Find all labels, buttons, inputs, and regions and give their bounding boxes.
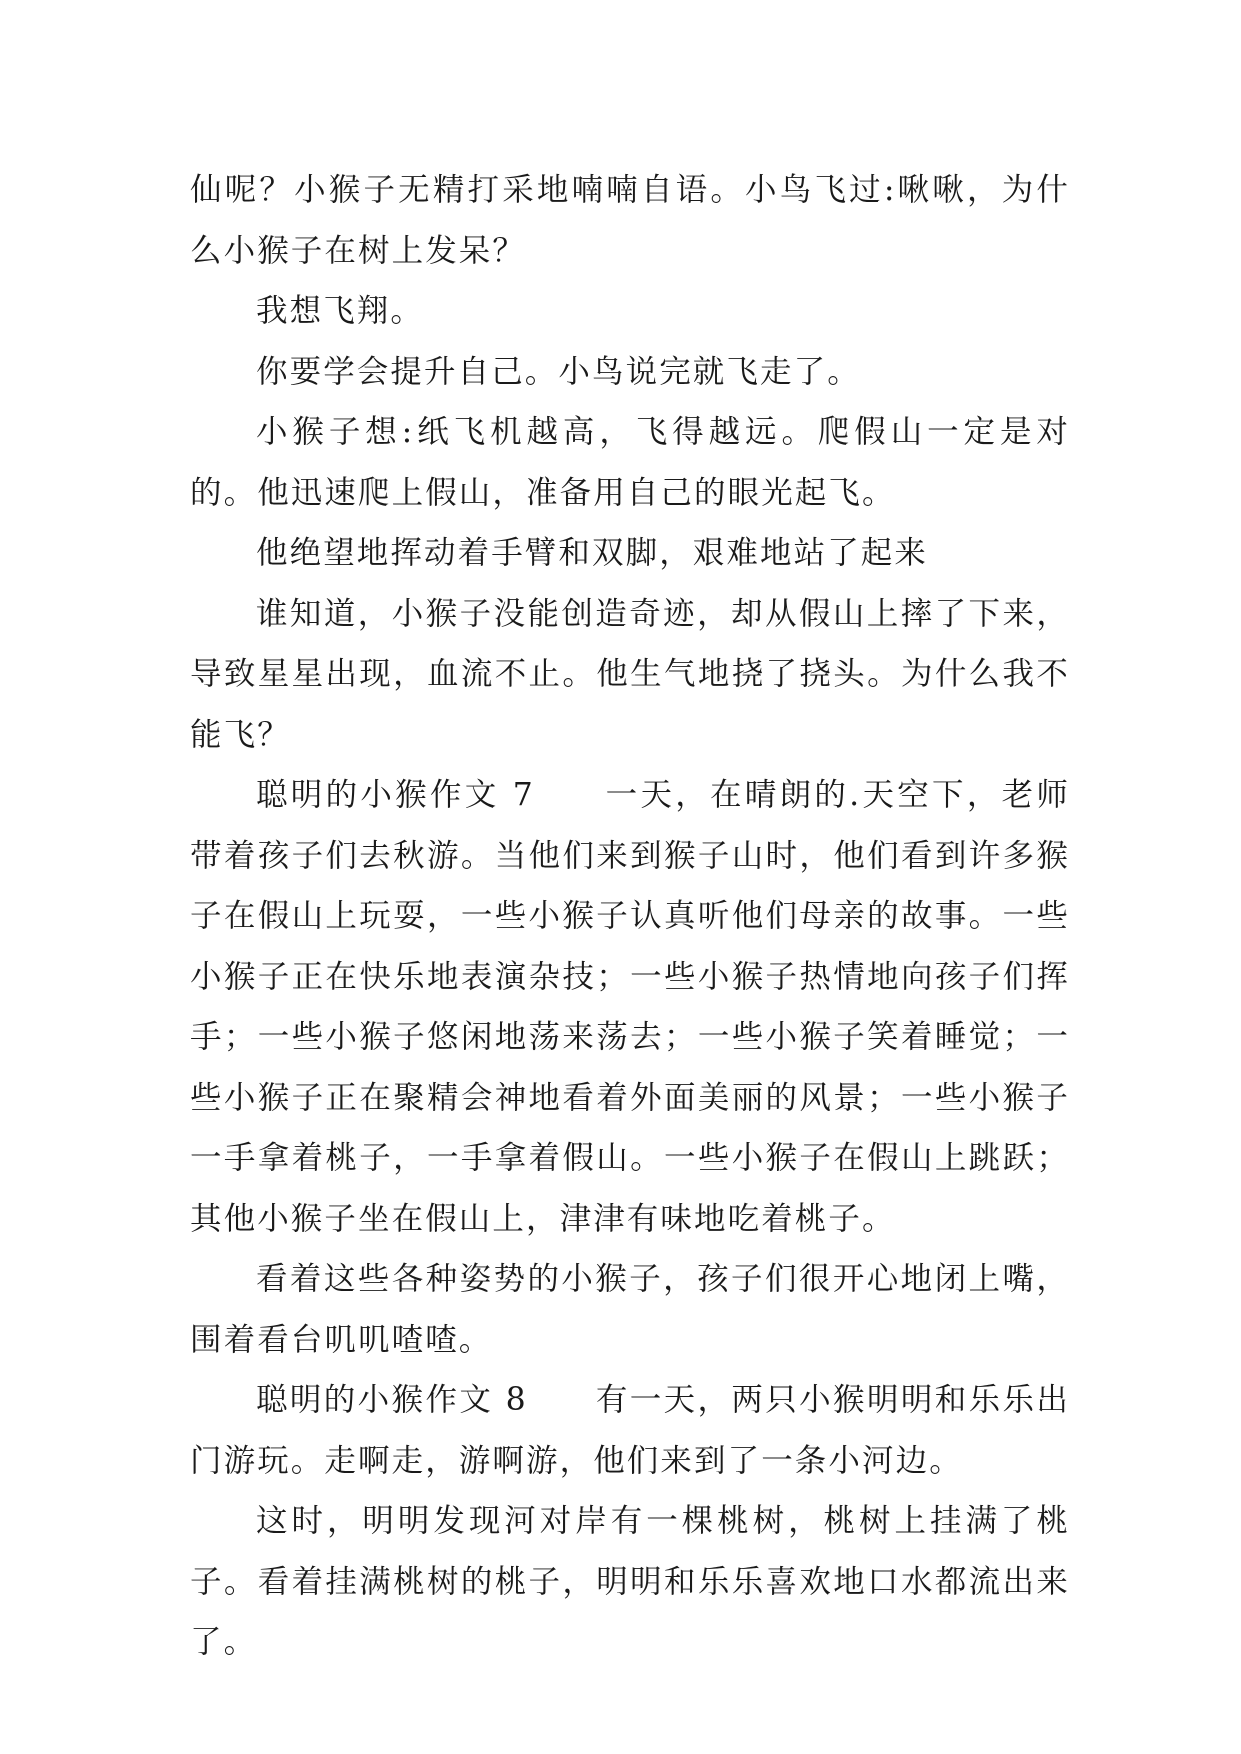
paragraph: 他绝望地挥动着手臂和双脚，艰难地站了起来 bbox=[256, 535, 929, 571]
paragraph: 你要学会提升自己。小鸟说完就飞走了。 bbox=[256, 353, 861, 390]
paragraph: 看着这些各种姿势的小猴子，孩子们很开心地闭上嘴，围着看台叽叽喳喳。 bbox=[190, 1261, 1070, 1358]
essay-section-7: 聪明的小猴作文 7 一天，在晴朗的.天空下，老师带着孩子们去秋游。当他们来到猴子山时，他们看到许多猴子在假山上玩耍，一些小猴子认真听他们母亲的故事。一些小猴子正在快乐地表演杂技；一些小猴子热情地向孩子们挥手；一些小猴子悠闲地荡来荡去；一些小猴子笑着睡觉；一些小猴子正在聚精会神地看着外面美丽的风景；一些小猴子一手拿着桃子，一手拿着假山。一些小猴子在假山上跳跃；其他小猴子坐在假山上，津津有味地吃着桃子。 bbox=[190, 777, 1070, 1237]
document-body bbox=[190, 160, 1070, 1673]
essay-section-8: 聪明的小猴作文 8 有一天，两只小猴明明和乐乐出门游玩。走啊走，游啊游，他们来到了一条小河边。 bbox=[190, 1382, 1070, 1479]
paragraph: 我想飞翔。 bbox=[256, 293, 425, 329]
paragraph: 谁知道，小猴子没能创造奇迹，却从假山上摔了下来，导致星星出现，血流不止。他生气地挠了挠头。为什么我不能飞？ bbox=[190, 595, 1070, 753]
paragraph: 仙呢？小猴子无精打采地喃喃自语。小鸟飞过:啾啾，为什么小猴子在树上发呆？ bbox=[190, 172, 1070, 269]
paragraph: 这时，明明发现河对岸有一棵桃树，桃树上挂满了桃子。看着挂满桃树的桃子，明明和乐乐喜欢地口水都流出来了。 bbox=[190, 1503, 1070, 1660]
paragraph: 小猴子想:纸飞机越高，飞得越远。爬假山一定是对的。他迅速爬上假山，准备用自己的眼光起飞。 bbox=[190, 414, 1070, 511]
